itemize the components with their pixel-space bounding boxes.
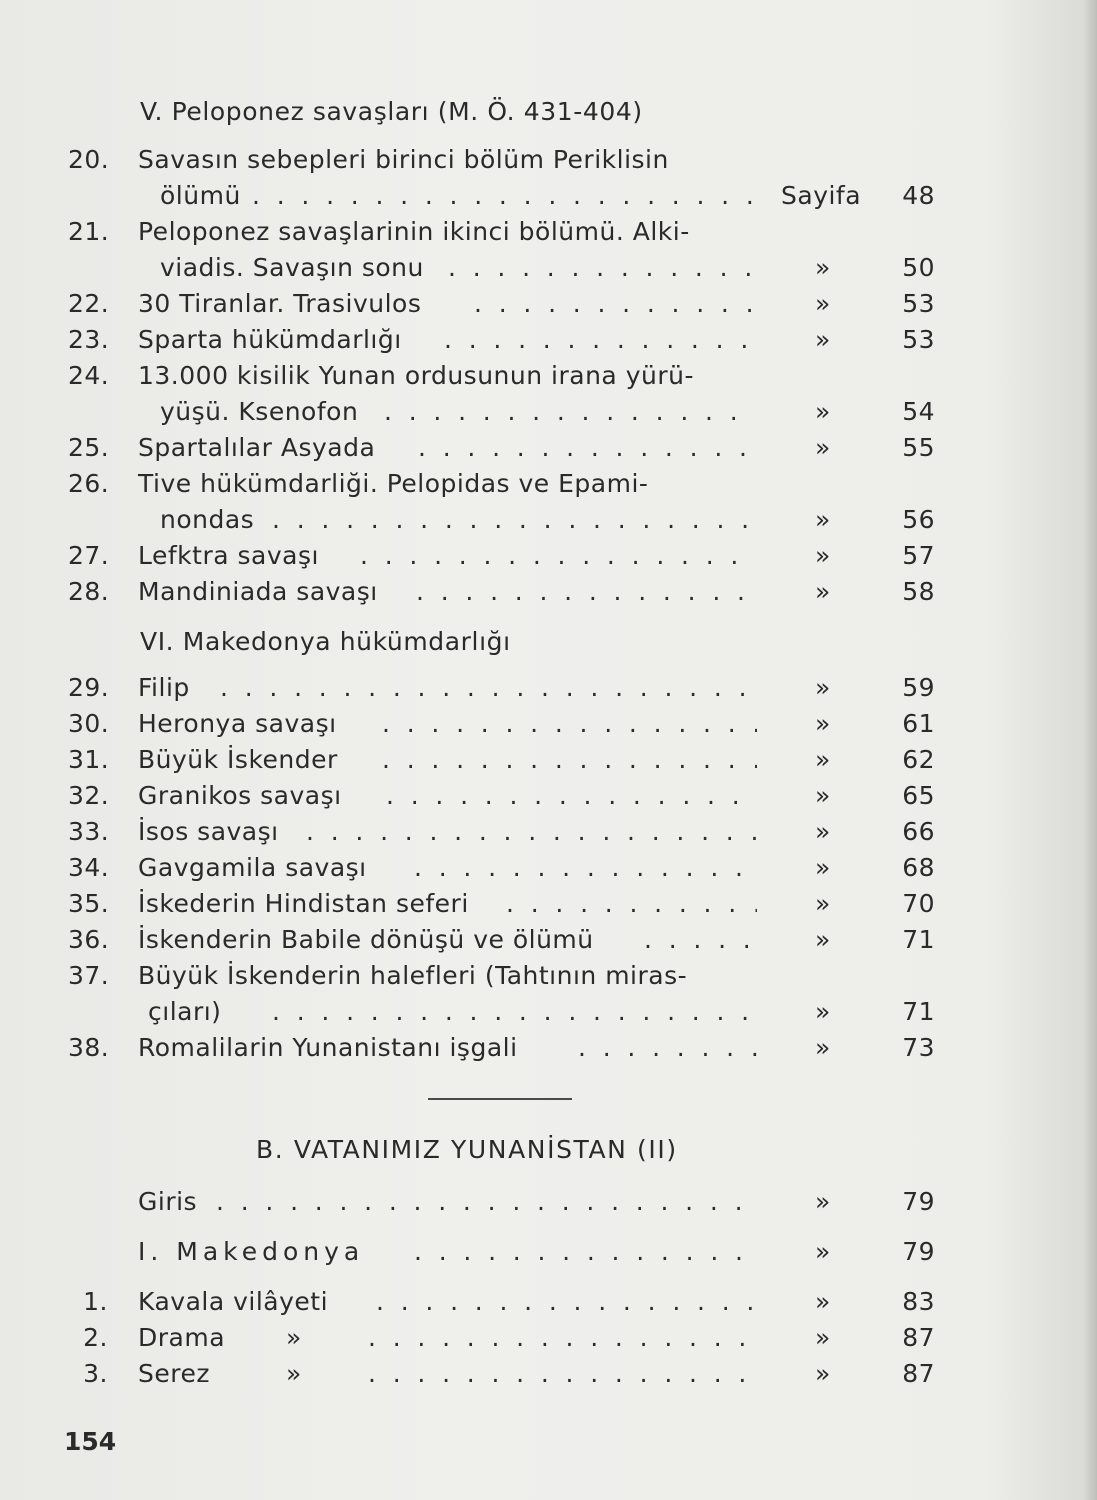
entry-page: 62 — [902, 745, 935, 774]
entry-title: Tive hükümdarliği. Pelopidas ve Epami- — [138, 469, 649, 498]
entry-title: İskederin Hindistan seferi — [138, 889, 469, 918]
toc-entry-29 — [0, 670, 1097, 706]
leader-dots — [414, 1234, 757, 1270]
entry-page: 61 — [902, 709, 935, 738]
entry-title: Drama — [138, 1323, 226, 1352]
entry-number: 36. — [68, 925, 110, 954]
toc-entry-21 — [0, 214, 1097, 250]
entry-page: 56 — [902, 505, 935, 534]
toc-entry-31 — [0, 742, 1097, 778]
entry-number: 29. — [68, 673, 110, 702]
entry-ditto-mark: » — [815, 1237, 831, 1266]
entry-page: 68 — [902, 853, 935, 882]
section-divider — [428, 1098, 572, 1100]
toc-entry-35 — [0, 886, 1097, 922]
entry-page: 83 — [902, 1287, 935, 1316]
toc-entry-b2 — [0, 1320, 1097, 1356]
toc-entry-23 — [0, 322, 1097, 358]
entry-number: 1. — [83, 1287, 108, 1316]
entry-title: Granikos savaşı — [138, 781, 342, 810]
entry-page: 54 — [902, 397, 935, 426]
toc-entry-38 — [0, 1030, 1097, 1066]
entry-title: Büyük İskenderin halefleri (Tahtının miras- — [138, 961, 688, 990]
toc-entry-36 — [0, 922, 1097, 958]
entry-page: 87 — [902, 1359, 935, 1388]
leader-dots — [448, 250, 757, 286]
entry-ditto-mark: » — [815, 1359, 831, 1388]
entry-title: Kavala vilâyeti — [138, 1287, 329, 1316]
entry-ditto-mark: » — [815, 817, 831, 846]
entry-ditto-mark: » — [815, 325, 831, 354]
leader-dots — [252, 178, 767, 214]
entry-page: 66 — [902, 817, 935, 846]
entry-title: Romalilarin Yunanistanı işgali — [138, 1033, 518, 1062]
entry-ditto-mark: » — [815, 397, 831, 426]
entry-title-cont: ölümü — [160, 181, 241, 210]
entry-ditto-mark: » — [815, 253, 831, 282]
entry-number: 38. — [68, 1033, 110, 1062]
entry-ditto-mark: » — [815, 997, 831, 1026]
toc-entry-28 — [0, 574, 1097, 610]
entry-number: 2. — [83, 1323, 108, 1352]
toc-entry-24-cont — [0, 394, 1097, 430]
leader-dots — [382, 706, 757, 742]
leader-dots — [382, 742, 757, 778]
entry-title: Gavgamila savaşı — [138, 853, 367, 882]
entry-page: 50 — [902, 253, 935, 282]
toc-entry-20-cont — [0, 178, 1097, 214]
entry-ditto-mark: » — [815, 673, 831, 702]
entry-title-cont: viadis. Savaşın sonu — [160, 253, 424, 282]
page-number: 154 — [64, 1427, 117, 1456]
entry-page: 53 — [902, 289, 935, 318]
entry-ditto-mark: » — [815, 433, 831, 462]
leader-dots — [220, 670, 757, 706]
entry-ditto-mark: » — [815, 853, 831, 882]
entry-page: 55 — [902, 433, 935, 462]
leader-dots — [444, 322, 757, 358]
entry-title: Serez — [138, 1359, 210, 1388]
section-vi-heading: VI. Makedonya hükümdarlığı — [140, 627, 511, 656]
entry-number: 31. — [68, 745, 110, 774]
entry-title: İskenderin Babile dönüşü ve ölümü — [138, 925, 594, 954]
leader-dots — [506, 886, 757, 922]
entry-number: 25. — [68, 433, 110, 462]
section-v-heading: V. Peloponez savaşları (M. Ö. 431-404) — [140, 97, 643, 126]
entry-number: 35. — [68, 889, 110, 918]
toc-entry-25 — [0, 430, 1097, 466]
entry-title: Büyük İskender — [138, 745, 338, 774]
entry-ditto-mark: » — [815, 289, 831, 318]
entry-page: 79 — [902, 1237, 935, 1266]
entry-ditto-mark: » — [815, 889, 831, 918]
entry-ditto-mark: » — [815, 925, 831, 954]
toc-entry-32 — [0, 778, 1097, 814]
entry-number: 34. — [68, 853, 110, 882]
toc-entry-37-cont — [0, 994, 1097, 1030]
entry-title: 13.000 kisilik Yunan ordusunun irana yürü- — [138, 361, 694, 390]
leader-dots — [414, 850, 757, 886]
entry-number: 33. — [68, 817, 110, 846]
entry-page: 58 — [902, 577, 935, 606]
leader-dots — [418, 430, 757, 466]
section-b-heading: B. VATANIMIZ YUNANİSTAN (II) — [256, 1135, 678, 1164]
entry-ditto-mark: » — [815, 505, 831, 534]
leader-dots — [272, 994, 757, 1030]
entry-number: 28. — [68, 577, 110, 606]
toc-entry-24 — [0, 358, 1097, 394]
entry-page: 57 — [902, 541, 935, 570]
entry-ditto-mark: » — [815, 1323, 831, 1352]
entry-ditto-mark: » — [815, 709, 831, 738]
leader-dots — [306, 814, 757, 850]
entry-page: 59 — [902, 673, 935, 702]
entry-title: İsos savaşı — [138, 817, 279, 846]
toc-entry-34 — [0, 850, 1097, 886]
toc-entry-27 — [0, 538, 1097, 574]
toc-entry-26-cont — [0, 502, 1097, 538]
leader-dots — [386, 778, 757, 814]
entry-page: 53 — [902, 325, 935, 354]
entry-number: 22. — [68, 289, 110, 318]
entry-number: 27. — [68, 541, 110, 570]
entry-number: 30. — [68, 709, 110, 738]
entry-page: 73 — [902, 1033, 935, 1062]
entry-ditto-mark: » — [815, 745, 831, 774]
entry-title: Sparta hükümdarlığı — [138, 325, 402, 354]
toc-entry-makedonya — [0, 1234, 1097, 1270]
leader-dots — [368, 1356, 757, 1392]
toc-entry-20 — [0, 142, 1097, 178]
entry-number: 3. — [83, 1359, 108, 1388]
entry-number: 20. — [68, 145, 110, 174]
entry-page-label: Sayifa — [781, 181, 862, 210]
entry-title-cont: nondas — [160, 505, 255, 534]
toc-entry-22 — [0, 286, 1097, 322]
toc-entry-giris — [0, 1184, 1097, 1220]
toc-entry-37 — [0, 958, 1097, 994]
toc-entry-33 — [0, 814, 1097, 850]
leader-dots — [368, 1320, 757, 1356]
entry-ditto-mark: » — [815, 781, 831, 810]
entry-ditto-inline: » — [286, 1359, 302, 1388]
leader-dots — [272, 502, 757, 538]
entry-title-cont: çıları) — [148, 997, 222, 1026]
leader-dots — [360, 538, 757, 574]
toc-entry-b1 — [0, 1284, 1097, 1320]
entry-number: 24. — [68, 361, 110, 390]
toc-entry-26 — [0, 466, 1097, 502]
entry-page: 65 — [902, 781, 935, 810]
toc-entry-b3 — [0, 1356, 1097, 1392]
entry-title: Heronya savaşı — [138, 709, 337, 738]
entry-title: Spartalılar Asyada — [138, 433, 376, 462]
leader-dots — [384, 394, 757, 430]
entry-number: 21. — [68, 217, 110, 246]
entry-page: 48 — [902, 181, 935, 210]
entry-page: 71 — [902, 997, 935, 1026]
entry-page: 87 — [902, 1323, 935, 1352]
entry-title: Lefktra savaşı — [138, 541, 319, 570]
entry-ditto-mark: » — [815, 577, 831, 606]
leader-dots — [416, 574, 757, 610]
leader-dots — [474, 286, 757, 322]
entry-ditto-mark: » — [815, 541, 831, 570]
entry-title-cont: yüşü. Ksenofon — [160, 397, 359, 426]
entry-title: Giris — [138, 1187, 198, 1216]
entry-title: Savasın sebepleri birinci bölüm Periklisin — [138, 145, 669, 174]
entry-page: 70 — [902, 889, 935, 918]
entry-title: Filip — [138, 673, 190, 702]
entry-title: Peloponez savaşlarinin ikinci bölümü. Alki- — [138, 217, 690, 246]
entry-number: 23. — [68, 325, 110, 354]
entry-ditto-inline: » — [286, 1323, 302, 1352]
toc-entry-30 — [0, 706, 1097, 742]
entry-page: 79 — [902, 1187, 935, 1216]
entry-ditto-mark: » — [815, 1287, 831, 1316]
entry-page: 71 — [902, 925, 935, 954]
entry-number: 26. — [68, 469, 110, 498]
entry-ditto-mark: » — [815, 1187, 831, 1216]
entry-number: 37. — [68, 961, 110, 990]
entry-title: 30 Tiranlar. Trasivulos — [138, 289, 422, 318]
entry-ditto-mark: » — [815, 1033, 831, 1062]
entry-number: 32. — [68, 781, 110, 810]
entry-title: I. Makedonya — [138, 1237, 365, 1266]
leader-dots — [216, 1184, 757, 1220]
entry-title: Mandiniada savaşı — [138, 577, 378, 606]
leader-dots — [578, 1030, 757, 1066]
leader-dots — [376, 1284, 757, 1320]
toc-entry-21-cont — [0, 250, 1097, 286]
leader-dots — [644, 922, 757, 958]
